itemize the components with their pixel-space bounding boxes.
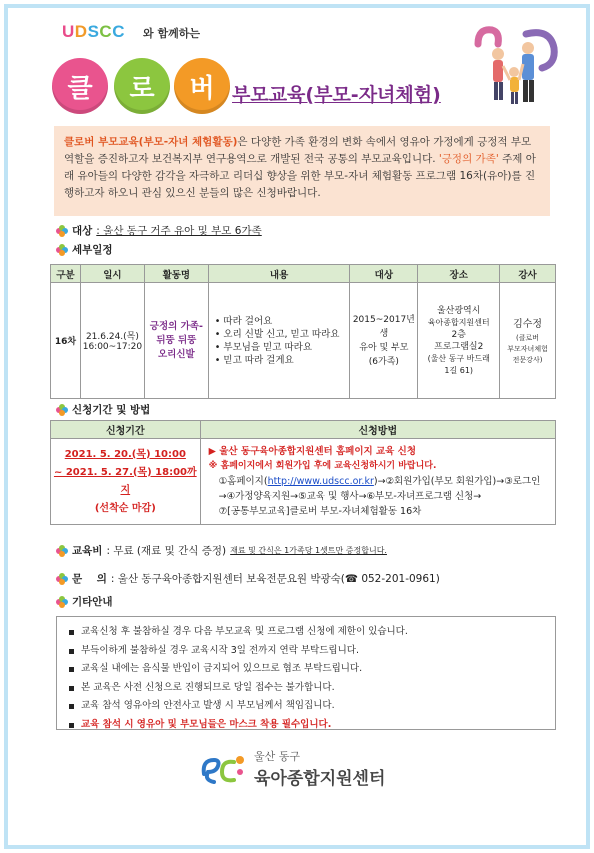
- apply-header-row: [51, 421, 556, 439]
- etc-label: 기타안내: [72, 596, 113, 608]
- col-header-date: 일시: [80, 265, 144, 283]
- homepage-link[interactable]: http://www.udscc.or.kr: [267, 476, 374, 487]
- schedule-heading: [56, 242, 113, 257]
- target-value: : 울산 동구 거주 유아 및 부모 6가족: [96, 225, 262, 237]
- list-item: 교육 참석 영유아의 안전사고 발생 시 부모님께서 책임집니다.: [69, 697, 543, 716]
- list-item: 교육신청 후 불참하실 경우 다음 부모교육 및 프로그램 신청에 제한이 있습니다.: [69, 623, 543, 642]
- intro-box: [54, 126, 550, 216]
- cell-content: • 따라 걸어요 • 오리 신발 신고, 믿고 따라요 • 부모님을 믿고 따라요 • 믿고 따라 걸게요: [208, 283, 350, 399]
- list-item-mask-notice: 교육 참석 시 영유아 및 부모님들은 마스크 착용 필수입니다.: [69, 716, 543, 735]
- cell-date: 21.6.24.(목) 16:00~17:20: [80, 283, 144, 399]
- col-header-target: 대상: [350, 265, 418, 283]
- cell-period: 2021. 5. 20.(목) 10:00 ~ 2021. 5. 27.(목) 18:00까지 (선착순 마감): [51, 439, 201, 525]
- title-circle-1: 클: [52, 58, 108, 114]
- clover-icon: [56, 244, 68, 256]
- cell-target: 2015~2017년생 유아 및 부모 (6가족): [350, 283, 418, 399]
- clover-icon: [56, 545, 68, 557]
- schedule-label: 세부일정: [72, 244, 113, 256]
- schedule-header-row: [51, 265, 556, 283]
- col-header-session: 구분: [51, 265, 81, 283]
- etc-list: [56, 616, 556, 730]
- intro-quote: '긍정의 가족': [438, 153, 499, 165]
- apply-label: 신청기간 및 방법: [72, 404, 151, 416]
- cell-activity: 긍정의 가족- 뒤뚱 뒤뚱 오리신발: [144, 283, 208, 399]
- col-header-content: 내용: [208, 265, 350, 283]
- table-row: [51, 283, 556, 399]
- fee-value: : 무료 (재료 및 간식 증정): [106, 545, 227, 557]
- contact-label: 문 의: [72, 573, 107, 585]
- clover-icon: [56, 573, 68, 585]
- contact-row: [56, 571, 440, 586]
- col-header-activity: 활동명: [144, 265, 208, 283]
- fee-row: [56, 543, 387, 558]
- table-row: [51, 439, 556, 525]
- cell-session: 16차: [51, 283, 81, 399]
- page-title: 부모교육(부모-자녀체험): [232, 84, 441, 106]
- list-item: 교육실 내에는 음식물 반입이 금지되어 있으므로 협조 부탁드립니다.: [69, 660, 543, 679]
- col-header-place: 장소: [418, 265, 500, 283]
- center-logo-icon: [200, 752, 248, 786]
- footer-sub: 울산 동구: [254, 750, 301, 763]
- apply-heading: [56, 402, 150, 417]
- col-header-teacher: 강사: [500, 265, 556, 283]
- target-label: 대상: [72, 225, 93, 237]
- schedule-table: [50, 264, 556, 399]
- brand-suffix: 와 함께하는: [143, 27, 200, 40]
- col-header-method: 신청방법: [200, 421, 555, 439]
- fee-note: 재료 및 간식은 1가족당 1셋트만 증정합니다.: [230, 546, 387, 555]
- cell-method: ▶ 울산 동구육아종합지원센터 홈페이지 교육 신청 ※ 홈페이지에서 회원가입 후에 교육신청하시기 바랍니다. ①홈페이지(http://www.udscc.or.kr)→②회원가입(부모 회원가입)→③로그인 →④가정양육지원→⑤교육 및 행사→⑥부모-자녀프로그램 신청→ ⑦[공통부모교육]클로버 부모-자녀체험활동 16차: [200, 439, 555, 525]
- title-circle-2: 로: [114, 58, 170, 114]
- list-item: 부득이하게 불참하실 경우 교육시작 3일 전까지 연락 부탁드립니다.: [69, 642, 543, 661]
- footer-logo: [200, 748, 385, 789]
- target-row: [56, 223, 262, 238]
- title-circle-3: 버: [174, 58, 230, 114]
- clover-icon: [56, 404, 68, 416]
- clover-icon: [56, 596, 68, 608]
- cell-teacher: 김수정 (클로버 부모자녀체험 전문강사): [500, 283, 556, 399]
- list-item: 본 교육은 사전 신청으로 진행되므로 당일 접수는 불가합니다.: [69, 679, 543, 698]
- family-illustration: [470, 24, 560, 120]
- contact-value: : 울산 동구육아종합지원센터 보육전문요원 박광숙(☎ 052-201-0961): [110, 573, 440, 585]
- intro-text-2: 주제 아래 유아들의 다양한 감각을 자극하고 리더십 향상을 위한 부모-자녀 체험활동 프로그램 16차(유아)를 진행하고자 하오니 관심 있으신 분들의 많은 신청바랍니다.: [64, 153, 536, 199]
- apply-table: [50, 420, 556, 525]
- footer-main: 육아종합지원센터: [254, 769, 386, 789]
- col-header-period: 신청기간: [51, 421, 201, 439]
- etc-heading: [56, 594, 113, 609]
- cell-place: 울산광역시 육아종합지원센터 2층 프로그램실2 (울산 동구 바드래 1길 61): [418, 283, 500, 399]
- fee-label: 교육비: [72, 545, 103, 557]
- clover-icon: [56, 225, 68, 237]
- intro-text-1: 은 다양한 가족 환경의 변화 속에서 영유아 가정에게 긍정적 부모역할을 증진하고자 보건복지부 연구용역으로 개발된 전국 공통의 부모교육입니다.: [64, 136, 532, 165]
- brand-logo: UDSCC: [62, 22, 125, 41]
- intro-highlight: 클로버 부모교육(부모-자녀 체험활동): [64, 136, 238, 148]
